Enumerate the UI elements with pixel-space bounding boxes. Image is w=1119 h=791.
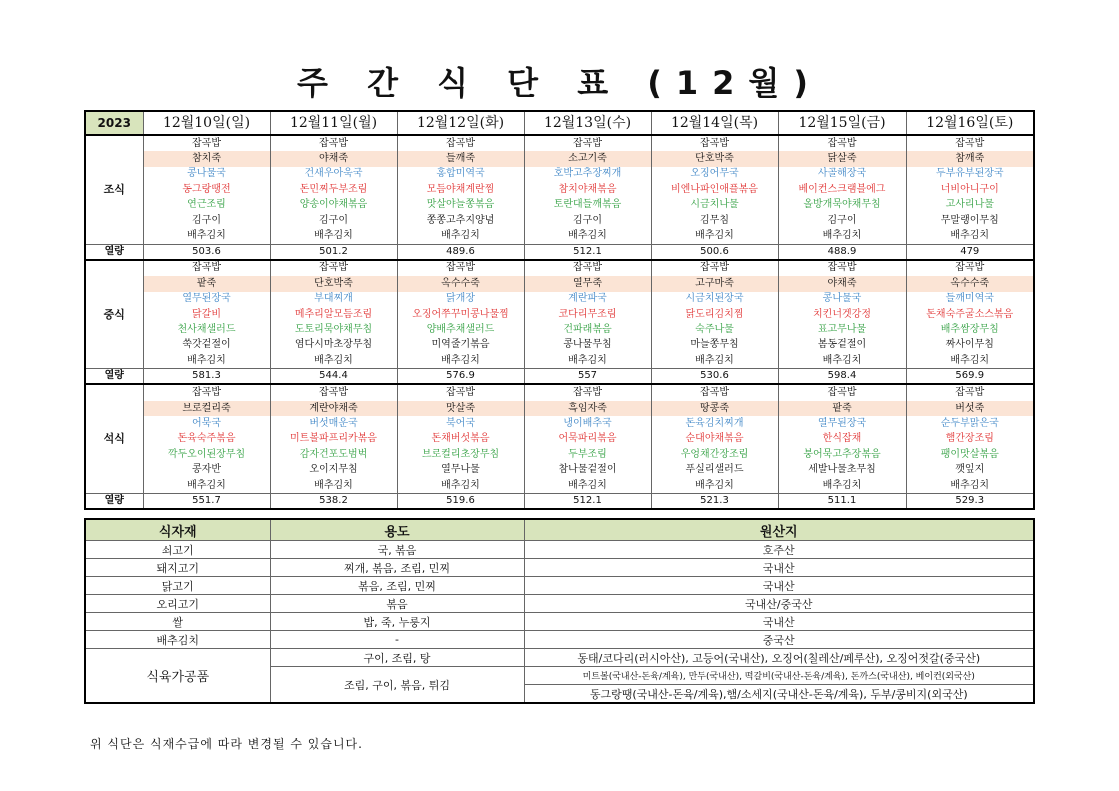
- menu-item: 북어국: [397, 416, 524, 431]
- menu-item: 닭살죽: [778, 151, 906, 166]
- menu-row: [85, 213, 1034, 228]
- menu-item: 배추쌈장무침: [906, 322, 1034, 337]
- origin-header: 용도: [270, 519, 524, 541]
- menu-item: 푸실리샐러드: [651, 462, 778, 477]
- menu-item: 팥죽: [143, 276, 270, 291]
- menu-item: 잡곡밥: [524, 260, 651, 276]
- menu-row: [85, 462, 1034, 477]
- menu-item: 배추김치: [524, 353, 651, 369]
- menu-item: 연근조림: [143, 198, 270, 213]
- menu-item: 건파래볶음: [524, 322, 651, 337]
- menu-item: 어묵국: [143, 416, 270, 431]
- kcal-value: 551.7: [143, 494, 270, 510]
- menu-item: 잡곡밥: [270, 135, 397, 151]
- menu-item: 시금치된장국: [651, 292, 778, 307]
- menu-item: 배추김치: [524, 228, 651, 244]
- menu-item: 깍두오이된장무침: [143, 447, 270, 462]
- kcal-value: 581.3: [143, 369, 270, 385]
- origin-cell: 국내산: [524, 613, 1034, 631]
- day-header: 12월10일(일): [143, 111, 270, 135]
- processed-usage: 구이, 조림, 탕: [270, 649, 524, 667]
- menu-item: 참나물겉절이: [524, 462, 651, 477]
- menu-item: 두부조림: [524, 447, 651, 462]
- menu-item: 배추김치: [143, 478, 270, 494]
- menu-row: [85, 198, 1034, 213]
- menu-item: 배추김치: [397, 228, 524, 244]
- menu-item: 한식잡채: [778, 432, 906, 447]
- menu-item: 잡곡밥: [397, 260, 524, 276]
- menu-item: 배추김치: [270, 228, 397, 244]
- menu-item: 잡곡밥: [651, 260, 778, 276]
- menu-item: 잡곡밥: [524, 135, 651, 151]
- menu-item: 양배추채샐러드: [397, 322, 524, 337]
- menu-item: 배추김치: [778, 478, 906, 494]
- menu-item: 짜사이무침: [906, 338, 1034, 353]
- menu-item: 돈육숙주볶음: [143, 432, 270, 447]
- menu-item: 김구이: [524, 213, 651, 228]
- page-title: 주 간 식 단 표 (12월): [297, 64, 822, 102]
- menu-item: 닭갈비: [143, 307, 270, 322]
- kcal-value: 521.3: [651, 494, 778, 510]
- menu-item: 호박고추장찌개: [524, 167, 651, 182]
- menu-row: [85, 432, 1034, 447]
- kcal-value: 479: [906, 244, 1034, 260]
- menu-item: 잡곡밥: [524, 384, 651, 400]
- origin-cell: 오리고기: [85, 595, 270, 613]
- menu-item: 들깨미역국: [906, 292, 1034, 307]
- menu-item: 세발나물초무침: [778, 462, 906, 477]
- menu-item: 마늘쫑무침: [651, 338, 778, 353]
- menu-item: 김구이: [143, 213, 270, 228]
- meal-label: 조식: [85, 135, 143, 244]
- menu-item: 오이지무침: [270, 462, 397, 477]
- menu-row: [85, 151, 1034, 166]
- kcal-value: 489.6: [397, 244, 524, 260]
- menu-row: [85, 292, 1034, 307]
- menu-item: 두부유부된장국: [906, 167, 1034, 182]
- menu-row: [85, 338, 1034, 353]
- menu-item: 열무된장국: [778, 416, 906, 431]
- origin-cell: 국내산: [524, 559, 1034, 577]
- menu-item: 참치죽: [143, 151, 270, 166]
- kcal-value: 488.9: [778, 244, 906, 260]
- kcal-value: 557: [524, 369, 651, 385]
- menu-item: 베이컨스크램블에그: [778, 182, 906, 197]
- menu-item: 배추김치: [143, 353, 270, 369]
- kcal-value: 576.9: [397, 369, 524, 385]
- kcal-value: 512.1: [524, 494, 651, 510]
- menu-item: 콩나물무침: [524, 338, 651, 353]
- origin-header: 원산지: [524, 519, 1034, 541]
- menu-item: 팽이맛살볶음: [906, 447, 1034, 462]
- menu-item: 미역줄기볶음: [397, 338, 524, 353]
- processed-origin: 동그랑땡(국내산-돈육/계육),햄/소세지(국내산-돈육/계육), 두부/콩비지(외국산): [524, 685, 1034, 704]
- day-header: 12월15일(금): [778, 111, 906, 135]
- menu-row: [85, 276, 1034, 291]
- kcal-value: 530.6: [651, 369, 778, 385]
- menu-item: 버섯매운국: [270, 416, 397, 431]
- origin-table: [84, 518, 1035, 704]
- menu-item: 쑥갓겉절이: [143, 338, 270, 353]
- menu-item: 배추김치: [906, 478, 1034, 494]
- origin-cell: 돼지고기: [85, 559, 270, 577]
- day-header-row: [85, 111, 1034, 135]
- menu-item: 배추김치: [651, 353, 778, 369]
- processed-origin: 미트볼(국내산-돈육/계육), 만두(국내산), 떡갈비(국내산-돈육/계육), 돈까스(국내산), 베이컨(외국산): [524, 667, 1034, 685]
- menu-item: 잡곡밥: [270, 384, 397, 400]
- menu-row: [85, 228, 1034, 244]
- menu-item: 콩나물국: [143, 167, 270, 182]
- menu-item: 어묵파리볶음: [524, 432, 651, 447]
- menu-item: 잡곡밥: [778, 260, 906, 276]
- year-cell: 2023: [85, 111, 143, 135]
- processed-usage: 조림, 구이, 볶음, 튀김: [270, 667, 524, 704]
- menu-item: 야채죽: [778, 276, 906, 291]
- menu-item: 버섯죽: [906, 401, 1034, 416]
- menu-item: 치킨너겟강정: [778, 307, 906, 322]
- menu-row: [85, 416, 1034, 431]
- menu-item: 잡곡밥: [651, 384, 778, 400]
- menu-item: 오징어무국: [651, 167, 778, 182]
- kcal-label: 열량: [85, 244, 143, 260]
- menu-item: 김무침: [651, 213, 778, 228]
- menu-item: 잡곡밥: [143, 260, 270, 276]
- menu-item: 돈육김치찌개: [651, 416, 778, 431]
- menu-row: [85, 260, 1034, 276]
- menu-item: 옥수수죽: [906, 276, 1034, 291]
- origin-row: [85, 613, 1034, 631]
- menu-item: 닭도리김치찜: [651, 307, 778, 322]
- menu-item: 잡곡밥: [397, 135, 524, 151]
- menu-item: 고사리나물: [906, 198, 1034, 213]
- menu-item: 돈민찌두부조림: [270, 182, 397, 197]
- menu-row: [85, 478, 1034, 494]
- menu-item: 고구마죽: [651, 276, 778, 291]
- menu-item: 건새우아욱국: [270, 167, 397, 182]
- origin-row: [85, 595, 1034, 613]
- origin-cell: 쌀: [85, 613, 270, 631]
- menu-item: 사골해장국: [778, 167, 906, 182]
- day-header: 12월14일(목): [651, 111, 778, 135]
- menu-item: 도토리묵야채무침: [270, 322, 397, 337]
- origin-row: [85, 631, 1034, 649]
- origin-cell: 국, 볶음: [270, 541, 524, 559]
- kcal-value: 569.9: [906, 369, 1034, 385]
- menu-item: 맛살야늘쫑볶음: [397, 198, 524, 213]
- menu-item: 잡곡밥: [778, 384, 906, 400]
- menu-item: 소고기죽: [524, 151, 651, 166]
- menu-item: 배추김치: [143, 228, 270, 244]
- menu-item: 잡곡밥: [906, 260, 1034, 276]
- origin-cell: 볶음: [270, 595, 524, 613]
- menu-item: 배추김치: [906, 353, 1034, 369]
- menu-item: 너비아니구이: [906, 182, 1034, 197]
- menu-row: [85, 384, 1034, 400]
- menu-row: [85, 167, 1034, 182]
- menu-row: [85, 353, 1034, 369]
- menu-item: 옥수수죽: [397, 276, 524, 291]
- menu-item: 붕어묵고추장볶음: [778, 447, 906, 462]
- meal-label: 석식: [85, 384, 143, 493]
- menu-row: [85, 307, 1034, 322]
- menu-item: 천사채샐러드: [143, 322, 270, 337]
- menu-item: 잡곡밥: [143, 384, 270, 400]
- menu-item: 깻잎지: [906, 462, 1034, 477]
- day-header: 12월16일(토): [906, 111, 1034, 135]
- menu-item: 배추김치: [906, 228, 1034, 244]
- footer-note: 위 식단은 식재수급에 따라 변경될 수 있습니다.: [90, 737, 363, 751]
- menu-item: 홍합미역국: [397, 167, 524, 182]
- processed-origin: 동태/코다리(러시아산), 고등어(국내산), 오징어(칠레산/페루산), 오징어젓갈(중국산): [524, 649, 1034, 667]
- menu-item: 시금치나물: [651, 198, 778, 213]
- menu-item: 배추김치: [397, 353, 524, 369]
- menu-item: 열무죽: [524, 276, 651, 291]
- menu-item: 햄간장조림: [906, 432, 1034, 447]
- menu-item: 염다시마초장무침: [270, 338, 397, 353]
- menu-item: 표고무나물: [778, 322, 906, 337]
- menu-item: 잡곡밥: [143, 135, 270, 151]
- menu-item: 감자건포도범벅: [270, 447, 397, 462]
- menu-item: 콩나물국: [778, 292, 906, 307]
- menu-row: [85, 182, 1034, 197]
- menu-item: 김구이: [270, 213, 397, 228]
- kcal-value: 511.1: [778, 494, 906, 510]
- menu-item: 배추김치: [651, 228, 778, 244]
- menu-item: 김구이: [778, 213, 906, 228]
- menu-item: 부대찌개: [270, 292, 397, 307]
- origin-row: [85, 541, 1034, 559]
- menu-row: [85, 322, 1034, 337]
- menu-item: 참깨죽: [906, 151, 1034, 166]
- menu-item: 브로컬리초장무침: [397, 447, 524, 462]
- origin-cell: 국내산/중국산: [524, 595, 1034, 613]
- menu-item: 냉이배추국: [524, 416, 651, 431]
- kcal-value: 501.2: [270, 244, 397, 260]
- menu-item: 미트볼파프리카볶음: [270, 432, 397, 447]
- menu-item: 배추김치: [778, 228, 906, 244]
- kcal-value: 519.6: [397, 494, 524, 510]
- menu-item: 돈채버섯볶음: [397, 432, 524, 447]
- menu-item: 메추리알모듬조림: [270, 307, 397, 322]
- menu-row: [85, 401, 1034, 416]
- menu-item: 계란야채죽: [270, 401, 397, 416]
- weekly-menu-table: [84, 110, 1035, 510]
- menu-item: 동그랑땡전: [143, 182, 270, 197]
- menu-item: 순대야채볶음: [651, 432, 778, 447]
- menu-item: 숙주나물: [651, 322, 778, 337]
- menu-item: 열무나물: [397, 462, 524, 477]
- menu-item: 단호박죽: [651, 151, 778, 166]
- origin-cell: 볶음, 조림, 민찌: [270, 577, 524, 595]
- processed-row: [85, 649, 1034, 667]
- menu-item: 돈채숙주굴소스볶음: [906, 307, 1034, 322]
- kcal-value: 529.3: [906, 494, 1034, 510]
- menu-row: [85, 135, 1034, 151]
- menu-item: 올방개묵야채무침: [778, 198, 906, 213]
- menu-item: 배추김치: [778, 353, 906, 369]
- menu-item: 참치야채볶음: [524, 182, 651, 197]
- origin-cell: 중국산: [524, 631, 1034, 649]
- menu-item: 배추김치: [270, 478, 397, 494]
- day-header: 12월12일(화): [397, 111, 524, 135]
- menu-item: 코다리무조림: [524, 307, 651, 322]
- kcal-value: 503.6: [143, 244, 270, 260]
- origin-cell: 밥, 죽, 누룽지: [270, 613, 524, 631]
- menu-item: 잡곡밥: [906, 135, 1034, 151]
- menu-item: 잡곡밥: [397, 384, 524, 400]
- menu-item: 땅콩죽: [651, 401, 778, 416]
- origin-header: 식자재: [85, 519, 270, 541]
- menu-item: 순두부맑은국: [906, 416, 1034, 431]
- menu-item: 들깨죽: [397, 151, 524, 166]
- menu-item: 오징어쭈꾸미콩나물찜: [397, 307, 524, 322]
- menu-item: 봄동겉절이: [778, 338, 906, 353]
- menu-item: 배추김치: [651, 478, 778, 494]
- processed-label: 식육가공품: [85, 649, 270, 704]
- menu-item: 잡곡밥: [270, 260, 397, 276]
- menu-item: 모듬야채계란찜: [397, 182, 524, 197]
- kcal-label: 열량: [85, 369, 143, 385]
- kcal-value: 512.1: [524, 244, 651, 260]
- menu-item: 비엔나파인애플볶음: [651, 182, 778, 197]
- day-header: 12월11일(월): [270, 111, 397, 135]
- menu-item: 콩자반: [143, 462, 270, 477]
- menu-item: 배추김치: [397, 478, 524, 494]
- meal-label: 중식: [85, 260, 143, 369]
- menu-item: 계란파국: [524, 292, 651, 307]
- origin-cell: -: [270, 631, 524, 649]
- kcal-value: 598.4: [778, 369, 906, 385]
- menu-item: 닭개장: [397, 292, 524, 307]
- kcal-row: [85, 369, 1034, 385]
- menu-item: 잡곡밥: [651, 135, 778, 151]
- menu-item: 흑임자죽: [524, 401, 651, 416]
- menu-item: 팥죽: [778, 401, 906, 416]
- origin-row: [85, 559, 1034, 577]
- origin-cell: 쇠고기: [85, 541, 270, 559]
- menu-item: 무말랭이무침: [906, 213, 1034, 228]
- menu-item: 우엉채간장조림: [651, 447, 778, 462]
- menu-item: 배추김치: [270, 353, 397, 369]
- menu-item: 열무된장국: [143, 292, 270, 307]
- origin-cell: 닭고기: [85, 577, 270, 595]
- kcal-value: 544.4: [270, 369, 397, 385]
- origin-cell: 호주산: [524, 541, 1034, 559]
- menu-item: 야채죽: [270, 151, 397, 166]
- origin-cell: 찌개, 볶음, 조림, 민찌: [270, 559, 524, 577]
- menu-item: 단호박죽: [270, 276, 397, 291]
- origin-header-row: [85, 519, 1034, 541]
- day-header: 12월13일(수): [524, 111, 651, 135]
- kcal-row: [85, 244, 1034, 260]
- origin-cell: 배추김치: [85, 631, 270, 649]
- menu-item: 쫑쫑고추지양념: [397, 213, 524, 228]
- kcal-value: 538.2: [270, 494, 397, 510]
- menu-item: 잡곡밥: [778, 135, 906, 151]
- origin-row: [85, 577, 1034, 595]
- menu-item: 배추김치: [524, 478, 651, 494]
- menu-item: 맛살죽: [397, 401, 524, 416]
- menu-item: 브로컬리죽: [143, 401, 270, 416]
- kcal-value: 500.6: [651, 244, 778, 260]
- menu-item: 토란대들깨볶음: [524, 198, 651, 213]
- menu-item: 양송이야채볶음: [270, 198, 397, 213]
- menu-row: [85, 447, 1034, 462]
- origin-cell: 국내산: [524, 577, 1034, 595]
- menu-item: 잡곡밥: [906, 384, 1034, 400]
- kcal-label: 열량: [85, 494, 143, 510]
- kcal-row: [85, 494, 1034, 510]
